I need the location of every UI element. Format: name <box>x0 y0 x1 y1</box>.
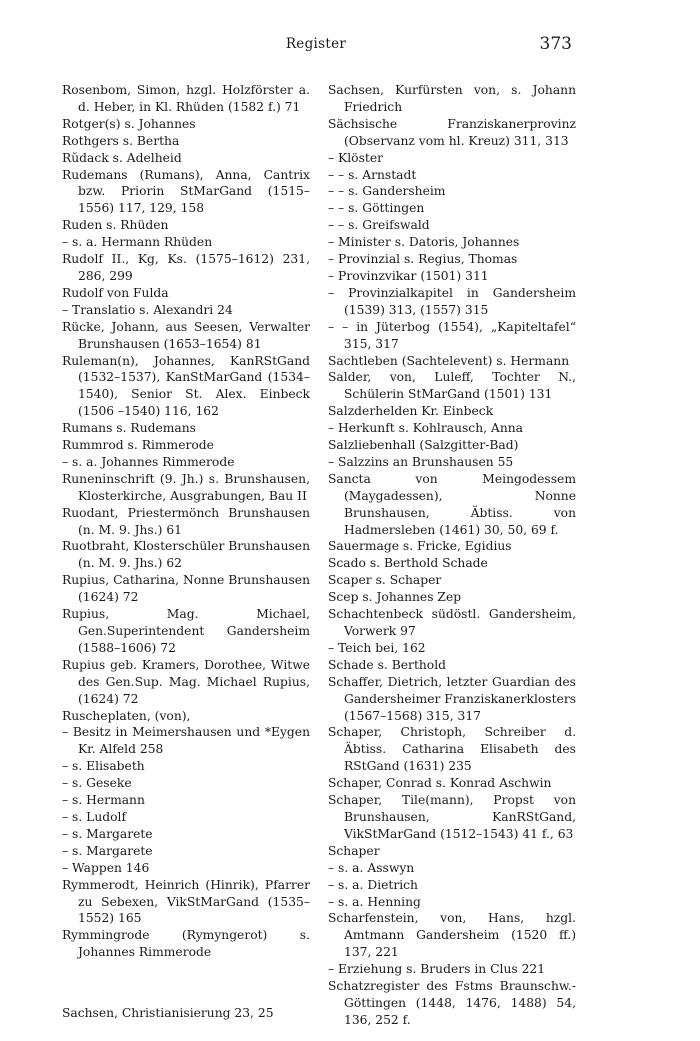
index-entry: Ruotbraht, Klosterschüler Brunshausen (n. M. 9. Jhs.) 62 <box>62 539 310 571</box>
index-entry: Sachsen, Christianisierung 23, 25 <box>62 1006 274 1021</box>
index-entry: Ruscheplaten, (von), <box>62 708 191 723</box>
index-entry: Schaffer, Dietrich, letzter Guardian des Gandersheimer Franziskanerklosters (1567–1568) 315, 317 <box>328 674 577 723</box>
index-entry: – s. a. Henning <box>328 894 421 909</box>
page-header <box>62 36 570 58</box>
index-entry: Runeninschrift (9. Jh.) s. Brunshausen, Klosterkirche, Ausgrabungen, Bau II <box>62 471 310 503</box>
index-entry: Salder, von, Luleff, Tochter N., Schülerin StMarGand (1501) 131 <box>328 370 576 402</box>
running-title: Register <box>285 36 347 52</box>
index-entry: Rosenbom, Simon, hzgl. Holzförster a. d. Heber, in Kl. Rhüden (1582 f.) 71 <box>62 83 310 114</box>
page-number: 373 <box>539 34 572 54</box>
index-entry: Schatzregister des Fstms Braunschw.-Göttingen (1448, 1476, 1488) 54, 136, 252 f. <box>328 979 576 1027</box>
index-entry: Sancta von Meingodessem (Maygadessen), Nonne Brunshausen, Äbtiss. von Hadmersleben (1461) 30, 50, 69 f. <box>328 471 576 537</box>
index-entry: Salzliebenhall (Salzgitter-Bad) <box>328 438 519 453</box>
index-entry: – s. a. Hermann Rhüden <box>62 235 213 250</box>
index-entry: – Minister s. Datoris, Johannes <box>328 235 520 250</box>
index-entry: – Wappen 146 <box>62 860 150 875</box>
index-entry: – s. Ludolf <box>62 809 127 824</box>
index-entry: – s. Margarete <box>62 826 153 841</box>
index-entry: Rothgers s. Bertha <box>62 133 180 148</box>
index-entry: Ruden s. Rhüden <box>62 218 169 233</box>
index-entry: Scharfenstein, von, Hans, hzgl. Amtmann Gandersheim (1520 ff.) 137, 221 <box>328 911 576 960</box>
index-entry: – s. Elisabeth <box>62 759 145 774</box>
index-entry: – – s. Gandersheim <box>328 184 446 199</box>
index-entry: Rymmerodt, Heinrich (Hinrik), Pfarrer zu Sebexen, VikStMarGand (1535–1552) 165 <box>62 877 310 926</box>
index-entry: – Provinzialkapitel in Gandersheim (1539) 313, (1557) 315 <box>328 285 576 317</box>
index-entry: Ruodant, Priestermönch Brunshausen (n. M. 9. Jhs.) 61 <box>62 505 310 537</box>
index-entry: Rudemans (Rumans), Anna, Cantrix bzw. Priorin StMarGand (1515–1556) 117, 129, 158 <box>62 167 310 216</box>
index-entry: – Besitz in Meimershausen und *Eygen Kr. Alfeld 258 <box>62 725 310 757</box>
index-entry: Rudolf II., Kg, Ks. (1575–1612) 231, 286, 299 <box>62 252 310 283</box>
right-column <box>328 82 576 1029</box>
index-entry: Schaper, Tile(mann), Propst von Brunshausen, KanRStGand, VikStMarGand (1512–1543) 41 f., 63 <box>328 793 576 841</box>
index-entry: – s. a. Johannes Rimmerode <box>62 454 235 469</box>
index-entry: Scado s. Berthold Schade <box>328 556 488 571</box>
index-entry: – s. Geseke <box>62 776 132 791</box>
index-entry: – – s. Göttingen <box>328 201 425 216</box>
index-entry: – Herkunft s. Kohlrausch, Anna <box>328 421 523 436</box>
index-entry: – s. Margarete <box>62 843 153 858</box>
index-entry: Rupius, Catharina, Nonne Brunshausen (1624) 72 <box>62 573 310 605</box>
index-entry: Sachsen, Kurfürsten von, s. Johann Friedrich <box>328 83 576 114</box>
index-entry: Scaper s. Schaper <box>328 573 442 588</box>
index-entry: – Teich bei, 162 <box>328 640 426 655</box>
index-entry: Rymmingrode (Rymyngerot) s. Johannes Rimmerode <box>62 928 310 960</box>
index-entry: – – s. Greifswald <box>328 218 430 233</box>
index-entry: Sachtleben (Sachtelevent) s. Hermann <box>328 353 570 368</box>
index-entry: Rudolf von Fulda <box>62 285 169 300</box>
index-entry: Rupius geb. Kramers, Dorothee, Witwe des Gen.Sup. Mag. Michael Rupius, (1624) 72 <box>62 657 310 706</box>
index-entry: – Salzzins an Brunshausen 55 <box>328 454 514 469</box>
index-entry: – s. a. Asswyn <box>328 860 415 875</box>
index-entry: – Erziehung s. Bruders in Clus 221 <box>328 962 546 977</box>
index-entry: Sauermage s. Fricke, Egidius <box>328 539 512 554</box>
column-gap <box>62 961 310 1005</box>
index-entry: – – s. Arnstadt <box>328 167 417 182</box>
index-entry: Schaper <box>328 843 380 858</box>
index-entry: Schade s. Berthold <box>328 657 447 672</box>
left-column <box>62 82 310 1022</box>
index-entry: Sächsische Franziskanerprovinz (Observanz vom hl. Kreuz) 311, 313 <box>328 116 576 148</box>
index-entry: Rŭdack s. Adelheid <box>62 150 182 165</box>
index-entry: Rupius, Mag. Michael, Gen.Superintendent Gandersheim (1588–1606) 72 <box>62 607 310 655</box>
index-entry: – s. Hermann <box>62 793 145 808</box>
index-entry: Schaper, Christoph, Schreiber d. Äbtiss. Catharina Elisabeth des RStGand (1631) 235 <box>328 725 576 774</box>
index-entry: Schachtenbeck südöstl. Gandersheim, Vorwerk 97 <box>328 607 576 638</box>
index-entry: Rotger(s) s. Johannes <box>62 116 196 131</box>
index-entry: – Provinzial s. Regius, Thomas <box>328 252 518 267</box>
index-entry: Scep s. Johannes Zep <box>328 590 462 605</box>
index-entry: Rummrod s. Rimmerode <box>62 438 214 453</box>
index-entry: Rücke, Johann, aus Seesen, Verwalter Brunshausen (1653–1654) 81 <box>62 319 310 351</box>
index-entry: Ruleman(n), Johannes, KanRStGand (1532–1537), KanStMarGand (1534–1540), Senior St. Alex. Einbeck (1506 –1540) 116, 162 <box>62 353 310 419</box>
index-entry: Schaper, Conrad s. Konrad Aschwin <box>328 776 552 791</box>
index-entry: – Provinzvikar (1501) 311 <box>328 268 489 283</box>
index-entry: Salzderhelden Kr. Einbeck <box>328 404 494 419</box>
index-entry: – Translatio s. Alexandri 24 <box>62 302 233 317</box>
index-entry: – s. a. Dietrich <box>328 877 418 892</box>
index-entry: – – in Jüterbog (1554), „Kapiteltafel“ 315, 317 <box>328 319 576 351</box>
index-entry: Rumans s. Rudemans <box>62 421 196 436</box>
index-entry: – Klöster <box>328 150 383 165</box>
